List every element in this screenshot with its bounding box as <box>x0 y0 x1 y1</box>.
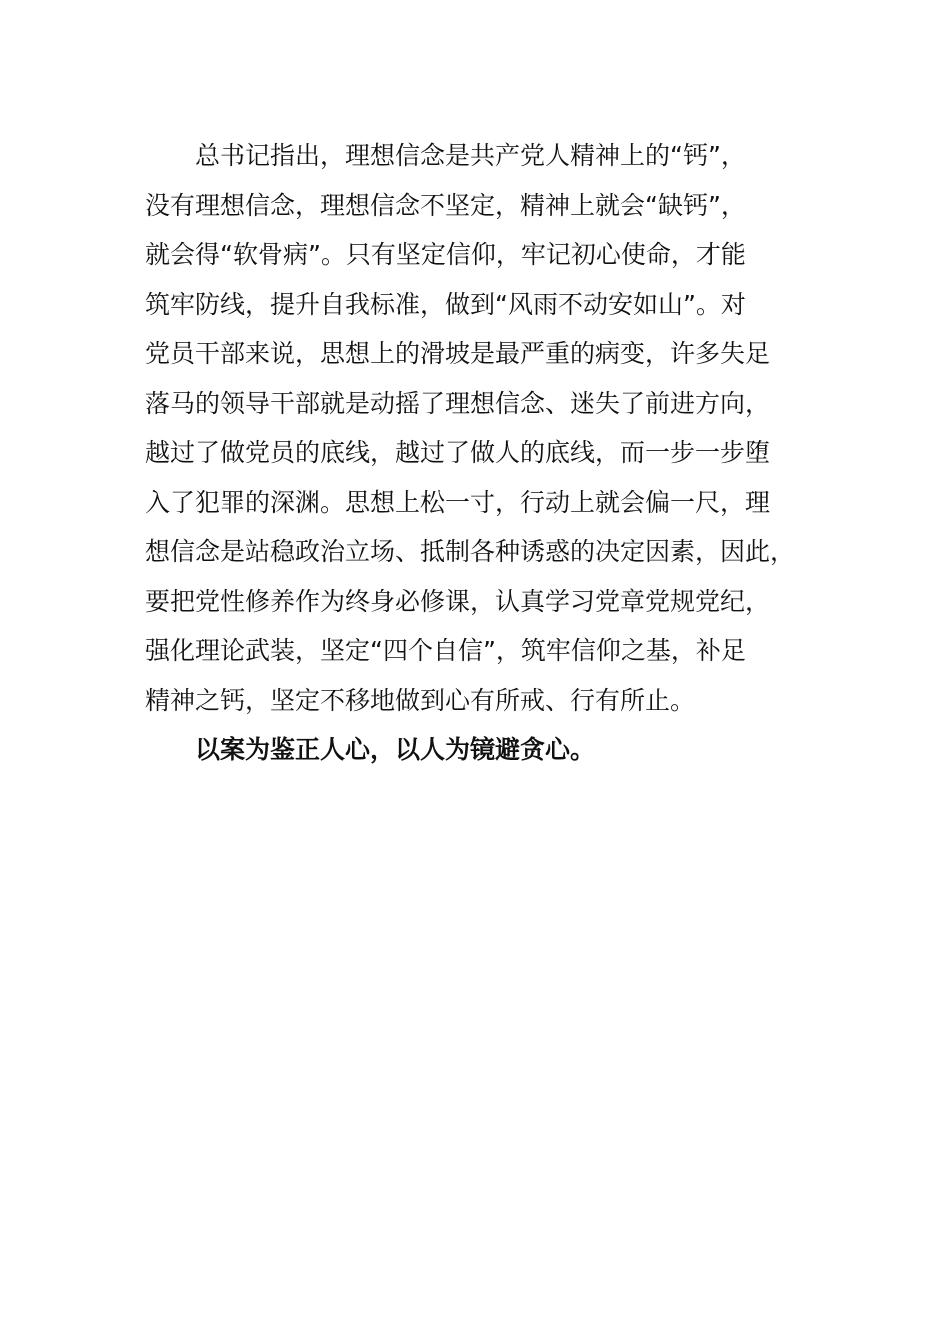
text-line: 落马的领导干部就是动摇了理想信念、迷失了前进方向， <box>145 388 771 418</box>
paragraph-ideals-belief <box>145 131 795 725</box>
text-line: 精神之钙，坚定不移地做到心有所戒、行有所止。 <box>145 685 696 715</box>
text-line: 越过了做党员的底线，越过了做人的底线，而一步一步堕 <box>145 438 771 467</box>
text-line: 就会得“软骨病”。只有坚定信仰，牢记初心使命，才能 <box>145 240 746 269</box>
section-heading: 以案为鉴正人心，以人为镜避贪心。 <box>195 735 596 764</box>
text-line: 强化理论武装，坚定“四个自信”，筑牢信仰之基，补足 <box>145 636 746 665</box>
document-body <box>145 131 795 775</box>
text-line: 入了犯罪的深渊。思想上松一寸，行动上就会偏一尺，理 <box>145 487 771 517</box>
text-line: 筑牢防线，提升自我标准，做到“风雨不动安如山”。对 <box>145 289 746 319</box>
text-line: 想信念是站稳政治立场、抵制各种诱惑的决定因素，因此， <box>145 537 796 566</box>
text-line: 没有理想信念，理想信念不坚定，精神上就会“缺钙”， <box>145 190 746 220</box>
text-line: 党员干部来说，思想上的滑坡是最严重的病变，许多失足 <box>145 339 771 368</box>
text-line: 要把党性修养作为终身必修课，认真学习党章党规党纪， <box>145 586 771 616</box>
text-line: 总书记指出，理想信念是共产党人精神上的“钙”， <box>195 141 746 170</box>
